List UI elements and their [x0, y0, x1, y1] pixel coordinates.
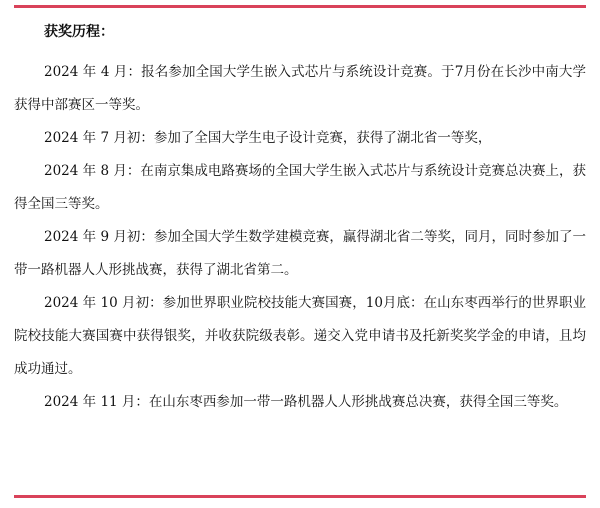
- top-divider: [14, 5, 586, 8]
- award-entry-2024-10: 2024 年 10 月初：参加世界职业院校技能大赛国赛，10月底：在山东枣西举行的世界职业院校技能大赛国赛中获得银奖，并收获院级表彰。递交入党申请书及托新奖奖学金的申请，且均成功通过。: [14, 295, 586, 377]
- bottom-divider: [14, 495, 586, 498]
- section-heading: 获奖历程：: [44, 24, 114, 40]
- award-entry-2024-09: 2024 年 9 月初：参加全国大学生数学建模竞赛，赢得湖北省二等奖，同月，同时参加了一带一路机器人人形挑战赛，获得了湖北省第二。: [14, 229, 586, 278]
- awards-section: [14, 22, 586, 419]
- award-entry-2024-04: 2024 年 4 月：报名参加全国大学生嵌入式芯片与系统设计竞赛。于7月份在长沙中南大学获得中部赛区一等奖。: [14, 64, 586, 113]
- award-entry-2024-08: 2024 年 8 月：在南京集成电路赛场的全国大学生嵌入式芯片与系统设计竞赛总决赛上，获得全国三等奖。: [14, 163, 586, 212]
- award-entry-2024-11: 2024 年 11 月：在山东枣西参加一带一路机器人人形挑战赛总决赛，获得全国三等奖。: [44, 394, 568, 410]
- award-entry-2024-07: 2024 年 7 月初：参加了全国大学生电子设计竞赛，获得了湖北省一等奖，: [44, 130, 492, 146]
